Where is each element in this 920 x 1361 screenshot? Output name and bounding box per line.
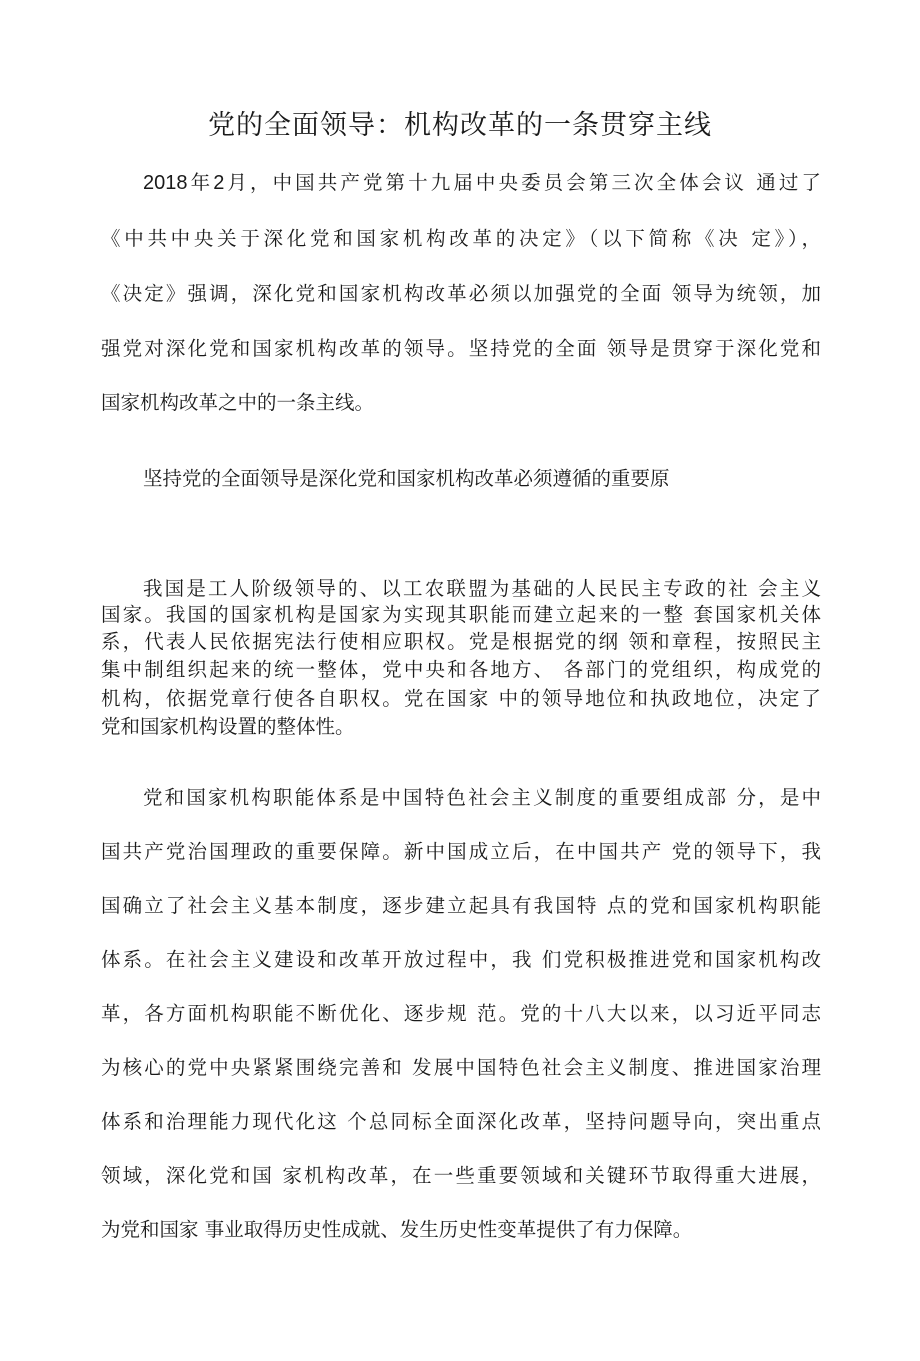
- paragraph-3-line-4: 体系。在社会主义建设和改革开放过程中，我 们党积极推进党和国家机构改: [101, 948, 821, 971]
- paragraph-2-line-4: 集中制组织起来的统一整体，党中央和各地方、 各部门的党组织，构成党的: [101, 658, 821, 681]
- paragraph-1-line-1-text: 月，中国共产党第十九届中央委员会第三次全体会议 通过了: [224, 171, 821, 194]
- paragraph-3-line-7: 体系和治理能力现代化这 个总同标全面深化改革，坚持问题导向，突出重点: [101, 1110, 821, 1133]
- paragraph-1-line-2: 《中共中央关于深化党和国家机构改革的决定》（以下简称《决 定》），: [101, 227, 821, 250]
- paragraph-2-line-3: 系，代表人民依据宪法行使相应职权。党是根据党的纲 领和章程，按照民主: [101, 630, 821, 653]
- paragraph-1-line-4: 强党对深化党和国家机构改革的领导。坚持党的全面 领导是贯穿于深化党和: [101, 337, 821, 360]
- paragraph-2-line-1: 我国是工人阶级领导的、以工农联盟为基础的人民民主专政的社 会主义: [143, 577, 821, 600]
- paragraph-2-line-5: 机构，依据党章行使各自职权。党在国家 中的领导地位和执政地位，决定了: [101, 687, 821, 710]
- month-number: 2: [213, 172, 225, 194]
- paragraph-3-line-9: 为党和国家 事业取得历史性成就、发生历史性变革提供了有力保障。: [101, 1218, 693, 1241]
- document-title: 党的全面领导：机构改革的一条贯穿主线: [208, 110, 712, 141]
- paragraph-3-line-8: 领域，深化党和国 家机构改革，在一些重要领域和关键环节取得重大进展，: [101, 1164, 821, 1187]
- paragraph-2-line-2: 国家。我国的国家机构是国家为实现其职能而建立起来的一整 套国家机关体: [101, 603, 821, 626]
- paragraph-3-line-3: 国确立了社会主义基本制度，逐步建立起具有我国特 点的党和国家机构职能: [101, 894, 821, 917]
- paragraph-3-line-1: 党和国家机构职能体系是中国特色社会主义制度的重要组成部 分，是中: [143, 786, 821, 809]
- paragraph-1-line-5: 国家机构改革之中的一条主线。: [101, 391, 375, 414]
- paragraph-1-line-1: [143, 169, 821, 197]
- paragraph-1-line-3: 《决定》强调，深化党和国家机构改革必须以加强党的全面 领导为统领，加: [101, 282, 821, 305]
- paragraph-3-line-6: 为核心的党中央紧紧围绕完善和 发展中国特色社会主义制度、推进国家治理: [101, 1056, 821, 1079]
- paragraph-3-line-2: 国共产党治国理政的重要保障。新中国成立后，在中国共产 党的领导下，我: [101, 840, 821, 863]
- section-heading: 坚持党的全面领导是深化党和国家机构改革必须遵循的重要原: [143, 467, 670, 490]
- paragraph-2-line-6: 党和国家机构设置的整体性。: [101, 715, 355, 738]
- year-char: 年: [187, 171, 214, 194]
- year-number: 2018: [143, 172, 188, 194]
- paragraph-3-line-5: 革，各方面机构职能不断优化、逐步规 范。党的十八大以来，以习近平同志: [101, 1002, 821, 1025]
